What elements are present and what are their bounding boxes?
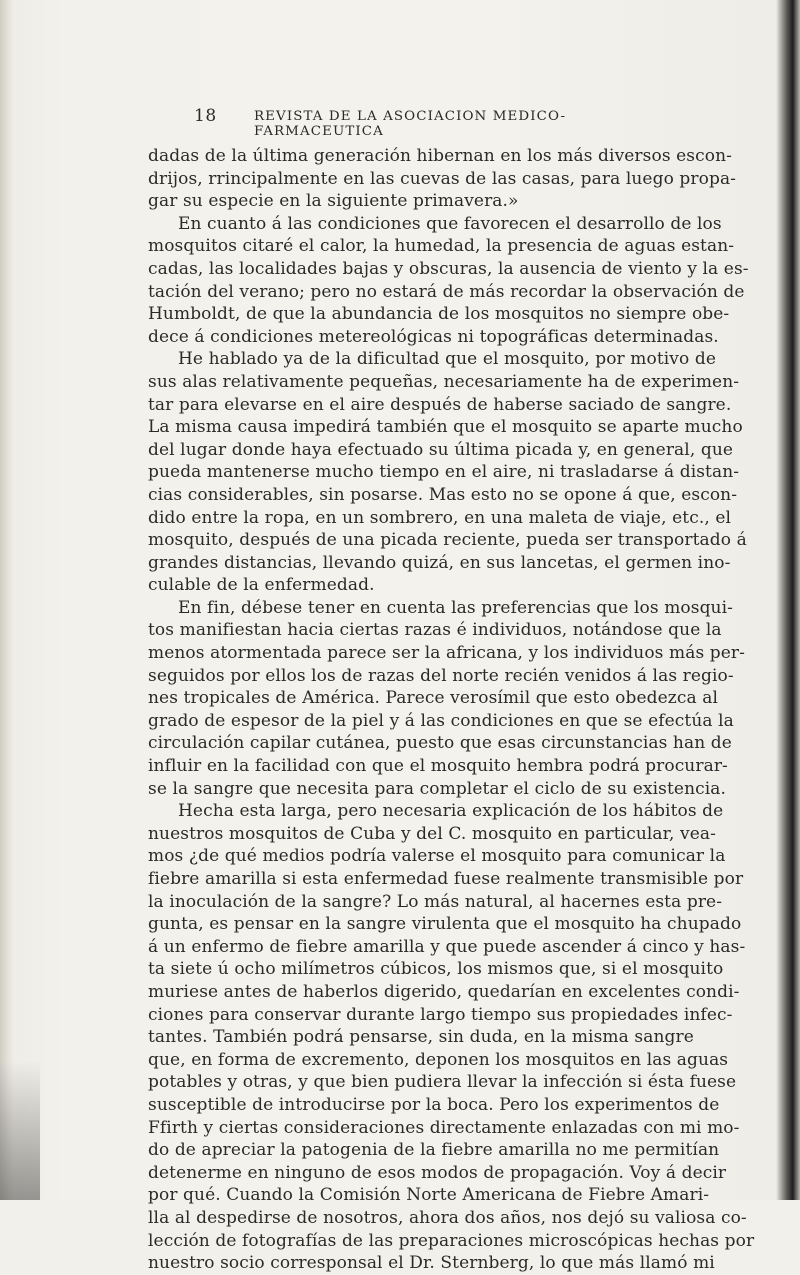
text-line: potables y otras, y que bien pudiera llevar la infección si ésta fuese bbox=[148, 1072, 737, 1093]
text-line: ciones para conservar durante largo tiempo sus propiedades infec- bbox=[148, 1004, 733, 1025]
text-line: cias considerables, sin posarse. Mas esto no se opone á que, escon- bbox=[148, 484, 738, 505]
text-line: dido entre la ropa, en un sombrero, en una maleta de viaje, etc., el bbox=[148, 507, 732, 528]
text-line: circulación capilar cutánea, puesto que esas circunstancias han de bbox=[148, 733, 732, 754]
text-line: nuestro socio corresponsal el Dr. Sternberg, lo que más llamó mi bbox=[148, 1253, 715, 1274]
text-line: nuestros mosquitos de Cuba y del C. mosquito en particular, vea- bbox=[148, 823, 716, 844]
page-left-edge-shadow bbox=[0, 0, 14, 1200]
text-line: gunta, es pensar en la sangre virulenta que el mosquito ha chupado bbox=[148, 914, 742, 935]
paragraph bbox=[148, 145, 737, 213]
paragraph bbox=[148, 348, 747, 597]
text-line: Hecha esta larga, pero necesaria explicación de los hábitos de bbox=[178, 801, 724, 822]
text-line: mosquito, después de una picada reciente, pueda ser transportado á bbox=[148, 530, 747, 551]
page-number: 18 bbox=[194, 106, 217, 126]
text-line: gar su especie en la siguiente primavera.» bbox=[148, 191, 519, 212]
text-line: mos ¿de qué medios podría valerse el mosquito para comunicar la bbox=[148, 846, 726, 867]
text-line: á un enfermo de fiebre amarilla y que puede ascender á cinco y has- bbox=[148, 936, 746, 957]
text-line: tantes. También podrá pensarse, sin duda, en la misma sangre bbox=[148, 1027, 694, 1048]
text-line: que, en forma de excremento, deponen los mosquitos en las aguas bbox=[148, 1049, 729, 1070]
text-line: tar para elevarse en el aire después de haberse saciado de sangre. bbox=[148, 394, 732, 415]
text-line: influir en la facilidad con que el mosquito hembra podrá procurar- bbox=[148, 756, 728, 777]
article-body bbox=[148, 145, 755, 1275]
page-corner-shadow bbox=[0, 1060, 40, 1200]
running-head: REVISTA DE LA ASOCIACION MEDICO-FARMACEUTICA bbox=[254, 109, 567, 139]
text-line: He hablado ya de la dificultad que el mosquito, por motivo de bbox=[178, 349, 716, 370]
text-line: se la sangre que necesita para completar el ciclo de su existencia. bbox=[148, 778, 727, 799]
paragraph bbox=[148, 213, 749, 349]
text-line: do de apreciar la patogenia de la fiebre amarilla no me permitían bbox=[148, 1140, 720, 1161]
text-line: La misma causa impedirá también que el mosquito se aparte mucho bbox=[148, 417, 743, 438]
text-line: dadas de la última generación hibernan en los más diversos escon- bbox=[148, 146, 732, 166]
text-line: mosquitos citaré el calor, la humedad, la presencia de aguas estan- bbox=[148, 236, 735, 257]
text-line: grandes distancias, llevando quizá, en sus lancetas, el germen ino- bbox=[148, 552, 731, 573]
text-line: por qué. Cuando la Comisión Norte Americana de Fiebre Amari- bbox=[148, 1185, 710, 1206]
text-line: seguidos por ellos los de razas del norte recién venidos á las regio- bbox=[148, 665, 734, 686]
text-line: fiebre amarilla si esta enfermedad fuese realmente transmisible por bbox=[148, 869, 744, 889]
text-line: susceptible de introducirse por la boca. Pero los experimentos de bbox=[148, 1094, 720, 1115]
text-line: tos manifiestan hacia ciertas razas é individuos, notándose que la bbox=[148, 620, 722, 641]
text-line: la inoculación de la sangre? Lo más natural, al hacernes esta pre- bbox=[148, 891, 723, 912]
text-line: lla al despedirse de nosotros, ahora dos años, nos dejó su valiosa co- bbox=[148, 1207, 747, 1228]
text-line: Ffirth y ciertas consideraciones directamente enlazadas con mi mo- bbox=[148, 1117, 740, 1138]
text-line: sus alas relativamente pequeñas, necesariamente ha de experimen- bbox=[148, 371, 740, 392]
text-line: detenerme en ninguno de esos modos de propagación. Voy á decir bbox=[148, 1162, 727, 1183]
text-line: En fin, débese tener en cuenta las preferencias que los mosqui- bbox=[178, 597, 733, 618]
text-line: del lugar donde haya efectuado su última picada y, en general, que bbox=[148, 439, 734, 460]
text-line: pueda mantenerse mucho tiempo en el aire, ni trasladarse á distan- bbox=[148, 462, 740, 483]
text-line: nes tropicales de América. Parece verosímil que esto obedezca al bbox=[148, 688, 718, 709]
text-line: menos atormentada parece ser la africana, y los individuos más per- bbox=[148, 643, 746, 664]
text-line: grado de espesor de la piel y á las condiciones en que se efectúa la bbox=[148, 710, 734, 731]
text-line: culable de la enfermedad. bbox=[148, 575, 375, 596]
text-line: cadas, las localidades bajas y obscuras, la ausencia de viento y la es- bbox=[148, 258, 749, 279]
text-line: Humboldt, de que la abundancia de los mosquitos no siempre obe- bbox=[148, 304, 730, 325]
text-line: tación del verano; pero no estará de más recordar la observación de bbox=[148, 281, 745, 302]
book-spine-edge bbox=[776, 0, 800, 1200]
paragraph bbox=[148, 597, 746, 800]
text-line: dece á condiciones metereológicas ni topográficas determinadas. bbox=[148, 326, 719, 347]
text-line: En cuanto á las condiciones que favorecen el desarrollo de los bbox=[178, 213, 722, 234]
text-line: ta siete ú ocho milímetros cúbicos, los mismos que, si el mosquito bbox=[148, 959, 724, 980]
text-line: muriese antes de haberlos digerido, quedarían en excelentes condi- bbox=[148, 981, 740, 1002]
text-line: lección de fotografías de las preparaciones microscópicas hechas por bbox=[148, 1230, 755, 1251]
text-line: drijos, rrincipalmente en las cuevas de las casas, para luego propa- bbox=[148, 168, 737, 189]
page-header bbox=[148, 106, 678, 139]
paragraph bbox=[148, 800, 755, 1274]
